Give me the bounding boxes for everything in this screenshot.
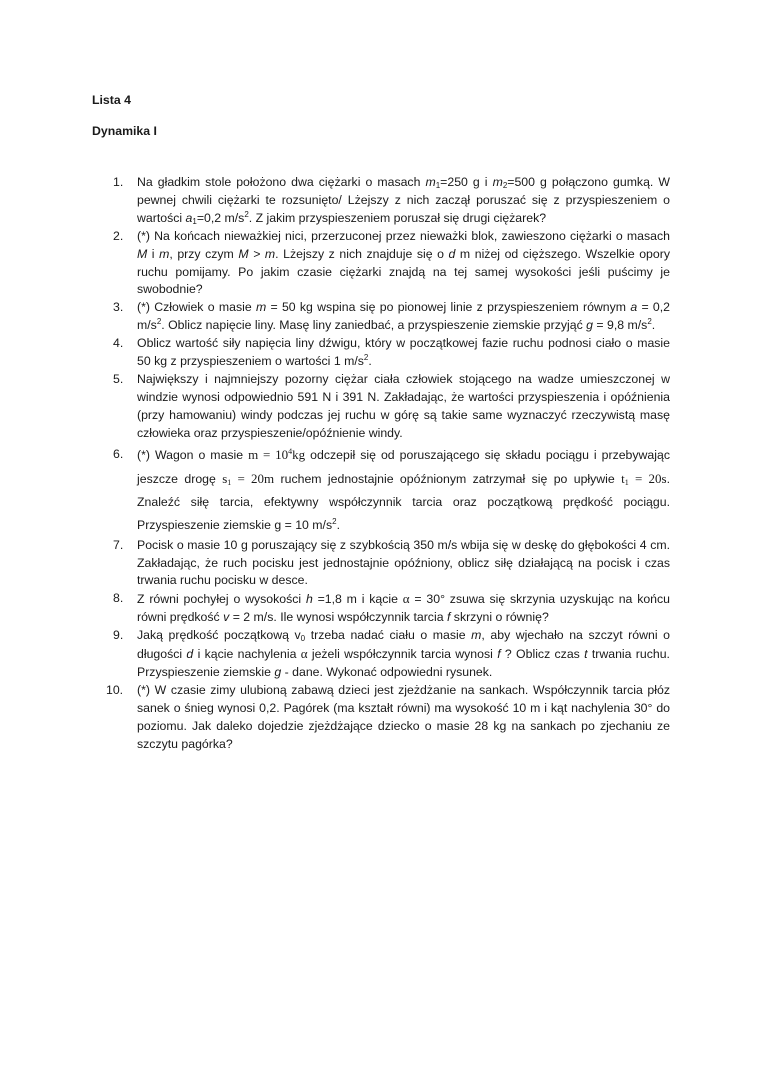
problem-10: 10. (*) W czasie zimy ulubioną zabawą dzieci jest zjeżdżanie na sankach. Współczynnik tarcia płóz sanek o śnieg wynosi 0,2. Pagórek (ma kształt równi) ma wysokość 10 m i kąt nachylenia 30° do poziomu. Jak daleko dojedzie zjeżdżające dziecko o masie 28 kg na sankach po zjechaniu ze szczytu pagórka? [106,682,670,751]
problem-3: 3. (*) Człowiek o masie m = 50 kg wspina się po pionowej linie z przyspieszeniem równym a = 0,2 $m/s^2$. Oblicz napięcie liny. Masę liny zaniedbać, a przyspieszenie ziemskie przyjąć g = 9,8 $m/s^2$. [113,300,670,333]
problem-1: 1. Na gładkim stole położono dwa ciężarki o masach $m_1=250$ g i $m_2=500$ g połączono gumką. W pewnej chwili ciężarki te rozsunięto/ Lżejszy z nich zaczął poruszać się z przyspieszeniem o wartości $a_1=0,2$ $m/s^2$. Z jakim przyspieszeniem poruszał się drugi ciężarek? [113,175,670,226]
problem-4: 4. Oblicz wartość siły napięcia liny dźwigu, który w początkowej fazie ruchu podnosi ciało o masie 50 kg z przyspieszeniem o wartości 1 $m/s^2$. [113,336,670,369]
problem-8: 8. Z równi pochyłej o wysokości h =1,8 m i kącie α = 30° zsuwa się skrzynia uzyskując na końcu równi prędkość v = 2 m/s. Ile wynosi współczynnik tarcia f skrzyni o równię? [113,591,671,625]
problem-number: 10. [106,682,124,697]
problem-number: 9. [113,628,124,643]
problem-number: 6. [113,446,124,461]
list-title: Lista 4 [92,93,131,107]
problem-9: 9. Jaką prędkość początkową $v_0$ trzeba nadać ciału o masie m, aby wjechało na szczyt równi o długości d i kącie nachylenia α jeżeli współczynnik tarcia wynosi f ? Oblicz czas t trwania ruchu. Przyspieszenie ziemskie g - dane. Wykonać odpowiedni rysunek. [113,628,670,679]
problem-number: 4. [113,336,124,351]
problem-number: 5. [113,371,124,386]
problem-2: 2. (*) Na końcach nieważkiej nici, przerzuconej przez nieważki blok, zawieszono ciężarki o masach M i m, przy czym M > m. Lżejszy z nich znajduje się o d m niżej od cięższego. Wszelkie opory ruchu pomijamy. Po jakim czasie ciężarki znajdą na tej samej wysokości jeśli puścimy je swobodnie? [113,228,670,297]
problem-number: 7. [113,537,124,552]
problem-list [92,174,670,753]
problem-number: 8. [113,591,124,606]
problem-6: 6. (*) Wagon o masie $m = 10^4kg$ odczepił się od poruszającego się składu pociągu i przebywając jeszcze drogę $s_1 = 20m$ ruchem jednostajnie opóźnionym zatrzymał się po upływie $t_1 = 20s$. Znaleźć siłę tarcia, efektywny współczynnik tarcia oraz początkową prędkość pociągu. Przyspieszenie ziemskie g = 10 $m/s^2$. [92,443,670,537]
problem-number: 3. [113,300,124,315]
problem-7: 7. Pocisk o masie 10 g poruszający się z szybkością 350 m/s wbija się w deskę do głębokości 4 cm. Zakładając, że ruch pocisku jest jednostajnie opóźniony, oblicz siłę działającą na pocisk i czas trwania ruchu pocisku w desce. [113,537,670,588]
problem-5: 5. Największy i najmniejszy pozorny ciężar ciała człowiek stojącego na wadze umieszczonej w windzie wynosi odpowiednio 591 N i 391 N. Zakładając, że wartości przyspieszenia i opóźnienia (przy hamowaniu) windy podczas jej ruchu w górę są takie same wyznaczyć rzeczywistą masę człowieka oraz przyspieszenie/opóźnienie windy. [113,371,670,440]
subject-title: Dynamika I [92,124,157,138]
problem-number: 1. [113,175,124,189]
problem-number: 2. [113,228,124,243]
